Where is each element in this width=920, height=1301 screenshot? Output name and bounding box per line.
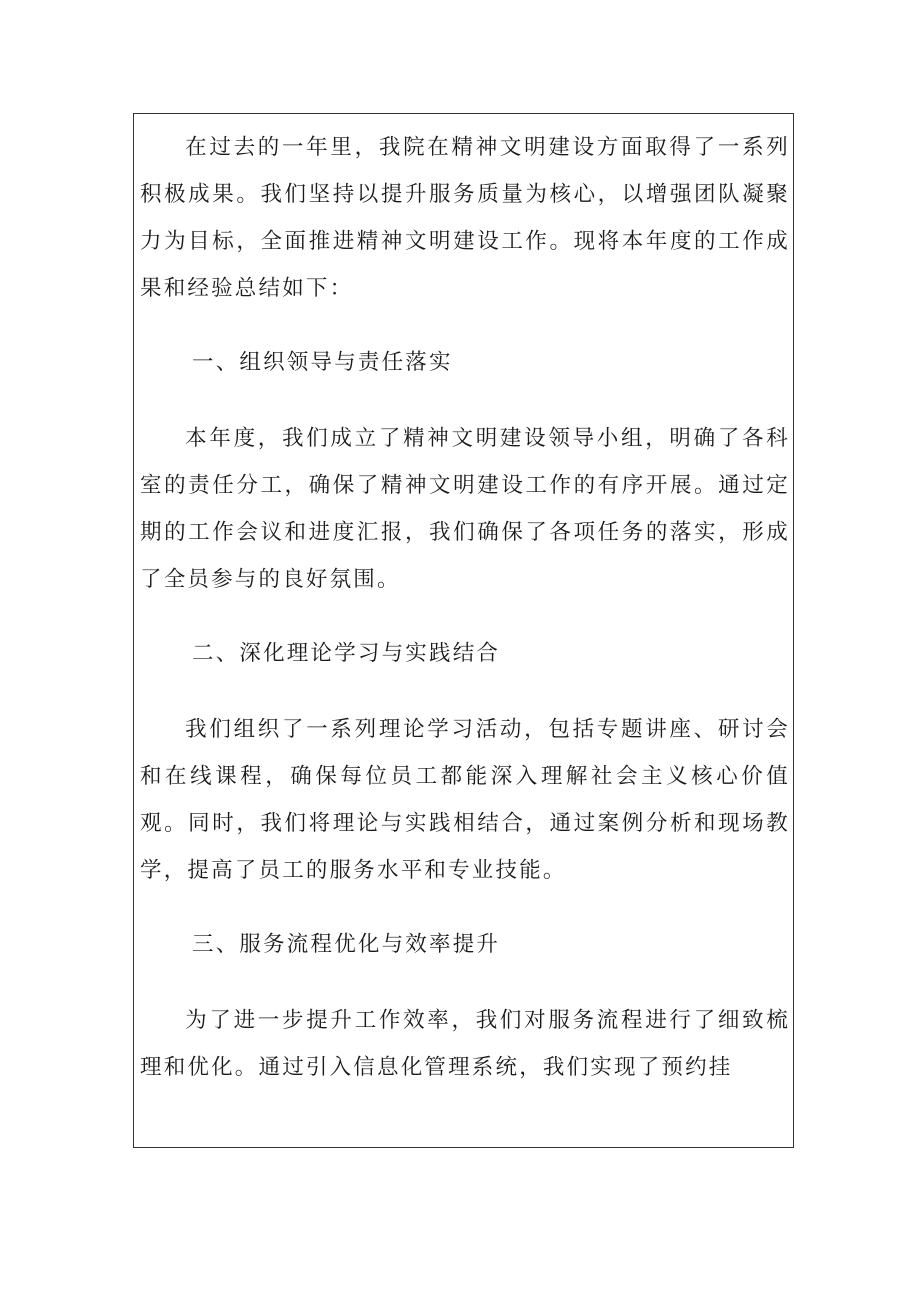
service-optimization-paragraph: 为了进一步提升工作效率，我们对服务流程进行了细致梳理和优化。通过引入信息化管理系统，我们实现了预约挂 [140, 1008, 790, 1080]
organization-paragraph: 本年度，我们成立了精神文明建设领导小组，明确了各科室的责任分工，确保了精神文明建设工作的有序开展。通过定期的工作会议和进度汇报，我们确保了各项任务的落实，形成了全员参与的良好氛围。 [140, 426, 790, 592]
intro-paragraph: 在过去的一年里，我院在精神文明建设方面取得了一系列积极成果。我们坚持以提升服务质量为核心，以增强团队凝聚力为目标，全面推进精神文明建设工作。现将本年度的工作成果和经验总结如下： [140, 135, 790, 301]
document-body [140, 124, 790, 1091]
section-heading-theory-practice: 二、深化理论学习与实践结合 [192, 641, 501, 666]
document-frame [133, 113, 794, 1148]
section-heading-organization: 一、组织领导与责任落实 [192, 350, 453, 375]
theory-practice-paragraph: 我们组织了一系列理论学习活动，包括专题讲座、研讨会和在线课程，确保每位员工都能深入理解社会主义核心价值观。同时，我们将理论与实践相结合，通过案例分析和现场教学，提高了员工的服务水平和专业技能。 [140, 717, 790, 883]
section-heading-service-optimization: 三、服务流程优化与效率提升 [192, 932, 501, 957]
